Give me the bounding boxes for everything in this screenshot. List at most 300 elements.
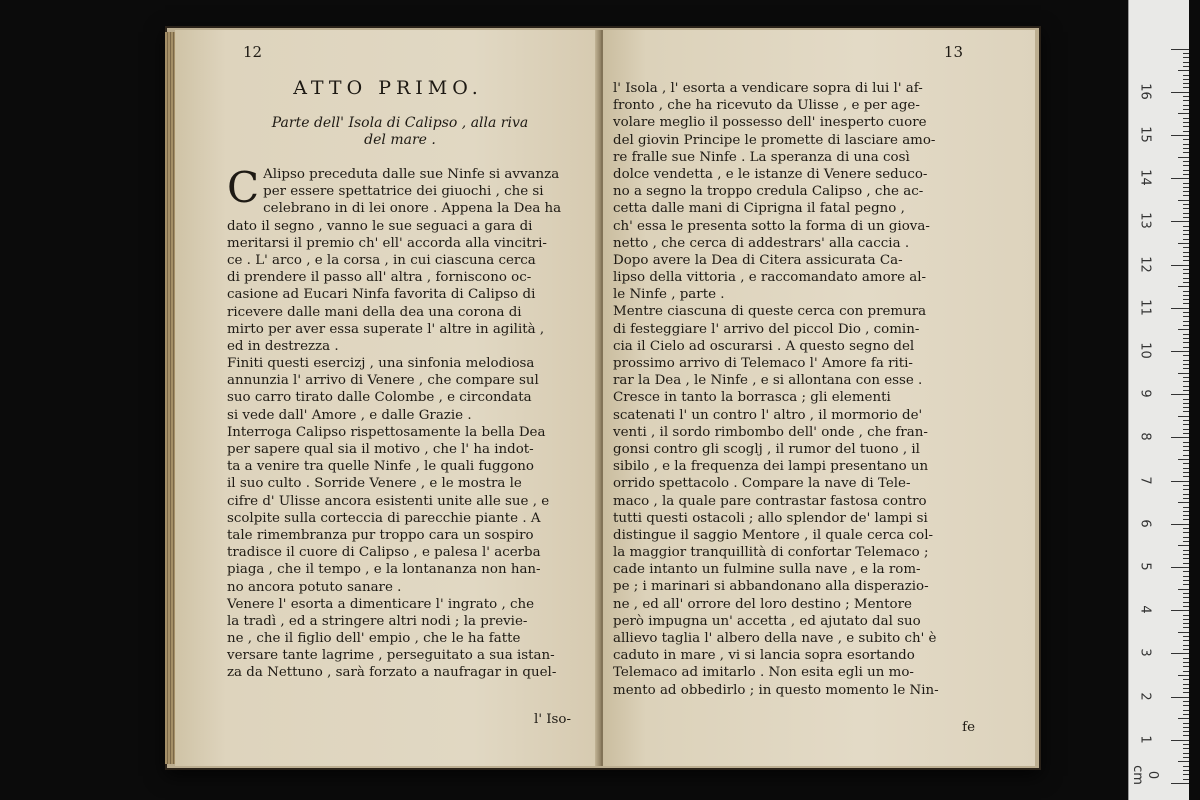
ruler-tick: [1183, 131, 1189, 132]
text-line-content: di festeggiare l' arrivo del piccol Dio , comin-: [613, 321, 920, 337]
ruler-tick: [1183, 744, 1189, 745]
ruler-number: 8: [1137, 432, 1153, 442]
ruler-tick: [1183, 640, 1189, 641]
text-line: [227, 579, 581, 596]
text-line-content: prossimo arrivo di Telemaco l' Amore fa riti-: [613, 356, 913, 371]
ruler-tick: [1183, 515, 1189, 516]
text-line-content: Mentre ciascuna di queste cerca con premura: [613, 304, 927, 320]
ruler-tick: [1183, 148, 1189, 149]
text-line: [613, 97, 975, 114]
ruler-tick: [1183, 658, 1189, 659]
ruler-tick: [1171, 221, 1189, 222]
ruler-tick: [1178, 286, 1189, 287]
text-line: [227, 630, 581, 647]
text-line-content: la maggior tranquillità di confortar Telemaco ;: [613, 545, 929, 561]
ruler-tick: [1178, 329, 1189, 330]
text-line: [613, 372, 975, 389]
ruler-tick: [1183, 278, 1189, 279]
ruler-tick: [1171, 394, 1189, 395]
text-line: [227, 424, 581, 441]
text-line: [613, 321, 975, 338]
ruler-tick: [1183, 183, 1189, 184]
text-line-content: lipso della vittoria , e raccomandato amore al-: [613, 270, 927, 286]
ruler-tick: [1183, 325, 1189, 326]
ruler-tick: [1183, 774, 1189, 775]
ruler-tick: [1183, 321, 1189, 322]
text-line: [613, 613, 975, 630]
scene-line: del mare .: [364, 132, 436, 149]
text-line: [227, 200, 581, 217]
text-line: [613, 578, 975, 595]
text-line: [613, 286, 975, 303]
text-line-content: Venere l' esorta a dimenticare l' ingrato , che: [227, 596, 535, 612]
text-line-content: mento ad obbedirlo ; in questo momento le Nin-: [613, 682, 939, 698]
ruler-number: 10: [1137, 342, 1153, 359]
text-line-content: annunzia l' arrivo di Venere , che compare sul: [227, 373, 539, 389]
ruler-tick: [1183, 191, 1189, 192]
ruler-number: 16: [1137, 83, 1153, 100]
text-line: [227, 493, 581, 510]
ruler-tick: [1178, 70, 1189, 71]
ruler-tick: [1178, 675, 1189, 676]
text-line: [227, 269, 581, 286]
text-line: [227, 441, 581, 458]
ruler-tick: [1183, 735, 1189, 736]
ruler-tick: [1183, 420, 1189, 421]
text-line: [227, 613, 581, 630]
ruler-tick: [1183, 554, 1189, 555]
ruler-tick: [1171, 351, 1189, 352]
ruler-number: 4: [1137, 605, 1153, 614]
text-line: [227, 407, 581, 424]
ruler-tick: [1178, 459, 1189, 460]
ruler-tick: [1183, 494, 1189, 495]
text-line: [227, 218, 581, 235]
ruler-tick: [1183, 282, 1189, 283]
ruler-tick: [1183, 593, 1189, 594]
ruler-tick: [1183, 342, 1189, 343]
ruler-tick: [1183, 174, 1189, 175]
ruler-number: 15: [1137, 126, 1153, 143]
text-line: [613, 630, 975, 647]
text-line-content: dolce vendetta , e le istanze di Venere seduco-: [613, 166, 928, 182]
ruler-tick: [1183, 433, 1189, 434]
right-page: [603, 30, 1035, 766]
ruler-tick: [1183, 684, 1189, 685]
left-page-number: 12: [243, 43, 263, 61]
text-line: [613, 664, 975, 681]
ruler-tick: [1183, 109, 1189, 110]
text-line: [613, 561, 975, 578]
ruler-tick: [1183, 195, 1189, 196]
text-line-content: allievo taglia l' albero della nave , e subito ch' è: [613, 631, 937, 646]
ruler-tick: [1183, 723, 1189, 724]
ruler-tick: [1171, 265, 1189, 266]
ruler-tick: [1183, 476, 1189, 477]
text-line-content: tradisce il cuore di Calipso , e palesa l' acerba: [227, 545, 541, 561]
ruler-tick: [1183, 386, 1189, 387]
text-line-content: celebrano in di lei onore . Appena la Dea ha: [263, 201, 562, 217]
text-line-content: no a segno la troppo credula Calipso , che ac-: [613, 184, 924, 200]
text-line-content: del giovin Principe le promette di lasciare amo-: [613, 132, 936, 148]
ruler-tick: [1183, 666, 1189, 667]
ruler-tick: [1183, 381, 1189, 382]
ruler-number: 6: [1137, 519, 1153, 528]
text-line-content: cetta dalle mani di Ciprigna il fatal pegno ,: [613, 201, 905, 217]
text-line-content: il suo culto . Sorride Venere , e le mostra le: [227, 476, 522, 492]
ruler-tick: [1183, 429, 1189, 430]
text-line: [227, 183, 581, 200]
ruler-tick: [1171, 178, 1189, 179]
ruler-tick: [1183, 291, 1189, 292]
ruler-tick: [1183, 62, 1189, 63]
measuring-ruler: [1128, 0, 1189, 800]
ruler-tick: [1183, 619, 1189, 620]
text-line: [227, 458, 581, 475]
text-line: [227, 596, 581, 613]
ruler-tick: [1183, 204, 1189, 205]
text-line-content: però impugna un' accetta , ed ajutato dal suo: [613, 613, 921, 629]
ruler-tick: [1183, 269, 1189, 270]
ruler-tick: [1171, 481, 1189, 482]
ruler-tick: [1183, 390, 1189, 391]
text-line-content: no ancora potuto sanare .: [227, 579, 402, 595]
ruler-number: 12: [1137, 255, 1153, 273]
text-line: [613, 389, 975, 406]
ruler-tick: [1183, 57, 1189, 58]
ruler-number: 9: [1137, 389, 1153, 398]
ruler-tick: [1183, 316, 1189, 317]
ruler-tick: [1183, 161, 1189, 162]
ruler-tick: [1183, 187, 1189, 188]
left-page: [175, 30, 601, 766]
ruler-tick: [1183, 377, 1189, 378]
ruler-number: 5: [1137, 562, 1153, 571]
ruler-tick: [1183, 139, 1189, 140]
ruler-tick: [1183, 485, 1189, 486]
text-line-content: cade intanto un fulmine sulla nave , e la rom-: [613, 562, 921, 578]
ruler-tick: [1183, 558, 1189, 559]
text-line: [613, 114, 975, 131]
ruler-tick: [1183, 748, 1189, 749]
text-line: [227, 321, 581, 338]
ruler-tick: [1171, 567, 1189, 568]
ruler-tick: [1183, 498, 1189, 499]
text-line: [227, 475, 581, 492]
ruler-tick: [1183, 692, 1189, 693]
text-line: [227, 338, 581, 355]
text-line-content: dato il segno , vanno le sue seguaci a gara di: [227, 218, 533, 234]
ruler-tick: [1183, 403, 1189, 404]
text-line: [613, 80, 975, 97]
ruler-tick: [1178, 373, 1189, 374]
ruler-tick: [1183, 623, 1189, 624]
drop-cap: C: [227, 163, 260, 212]
text-line: [613, 252, 975, 269]
text-line-content: netto , che cerca di addestrars' alla caccia .: [613, 235, 910, 251]
right-page-number: 13: [943, 43, 963, 61]
ruler-tick: [1178, 502, 1189, 503]
text-line-content: scatenati l' un contro l' altro , il mormorio de': [613, 407, 923, 423]
text-line: [227, 355, 581, 372]
text-line: [613, 303, 975, 320]
act-title: ATTO PRIMO.: [293, 77, 483, 99]
text-line-content: ch' essa le presenta sotto la forma di un giova-: [613, 218, 930, 234]
text-line: [227, 286, 581, 303]
ruler-tick: [1178, 416, 1189, 417]
ruler-tick: [1183, 615, 1189, 616]
ruler-tick: [1183, 519, 1189, 520]
ruler-tick: [1183, 532, 1189, 533]
text-line-content: gonsi contro gli scoglj , il rumor del tuono , il: [613, 441, 920, 457]
open-book: [165, 26, 1041, 770]
text-line-content: venti , il sordo rimbombo dell' onde , che fran-: [613, 424, 928, 440]
text-line: [227, 235, 581, 252]
text-line: [227, 252, 581, 269]
ruler-tick: [1178, 157, 1189, 158]
ruler-tick: [1183, 66, 1189, 67]
ruler-tick: [1183, 53, 1189, 54]
ruler-tick: [1171, 135, 1189, 136]
text-line-content: per sapere qual sia il motivo , che l' ha indot-: [227, 442, 534, 457]
ruler-tick: [1183, 252, 1189, 253]
text-line: [613, 475, 975, 492]
ruler-tick: [1183, 606, 1189, 607]
ruler-tick: [1183, 208, 1189, 209]
text-line: [613, 407, 975, 424]
ruler-tick: [1183, 701, 1189, 702]
text-line-content: per essere spettatrice dei giuochi , che si: [263, 184, 544, 200]
ruler-tick: [1183, 247, 1189, 248]
text-line-content: Interroga Calipso rispettosamente la bella Dea: [227, 424, 546, 440]
ruler-tick: [1183, 710, 1189, 711]
ruler-tick: [1183, 79, 1189, 80]
left-body-text: [227, 163, 581, 682]
ruler-tick: [1183, 170, 1189, 171]
ruler-tick: [1183, 230, 1189, 231]
ruler-tick: [1183, 234, 1189, 235]
ruler-tick: [1183, 671, 1189, 672]
ruler-tick: [1183, 256, 1189, 257]
ruler-tick: [1183, 550, 1189, 551]
ruler-tick: [1183, 407, 1189, 408]
text-line-content: Alipso preceduta dalle sue Ninfe si avvanza: [263, 167, 560, 182]
ruler-tick: [1171, 92, 1189, 93]
ruler-tick: [1183, 144, 1189, 145]
text-line-content: piaga , che il tempo , e la lontananza non han-: [227, 562, 541, 578]
text-line: [613, 424, 975, 441]
ruler-tick: [1183, 541, 1189, 542]
ruler-tick: [1183, 334, 1189, 335]
ruler-tick: [1183, 152, 1189, 153]
ruler-tick: [1171, 524, 1189, 525]
text-line: [613, 544, 975, 561]
ruler-tick: [1183, 511, 1189, 512]
ruler-tick: [1183, 602, 1189, 603]
text-line-content: ne , ed all' orrore del loro destino ; Mentore: [613, 596, 912, 612]
ruler-tick: [1183, 779, 1189, 780]
text-line-content: ed in destrezza .: [227, 338, 339, 354]
ruler-tick: [1183, 463, 1189, 464]
ruler-tick: [1183, 731, 1189, 732]
text-line: [613, 183, 975, 200]
text-line: [613, 458, 975, 475]
ruler-tick: [1171, 437, 1189, 438]
ruler-tick: [1183, 118, 1189, 119]
ruler-tick: [1183, 649, 1189, 650]
text-line: [613, 355, 975, 372]
ruler-tick: [1183, 537, 1189, 538]
text-line: [613, 493, 975, 510]
ruler-number: 13: [1137, 212, 1153, 230]
text-line-content: ne , che il figlio dell' empio , che le ha fatte: [227, 631, 521, 647]
ruler-tick: [1183, 597, 1189, 598]
text-line-content: la tradì , ed a stringere altri nodi ; la previe-: [227, 613, 528, 629]
text-line: [227, 510, 581, 527]
ruler-tick: [1183, 507, 1189, 508]
text-line-content: rar la Dea , le Ninfe , e si allontana con esse .: [613, 373, 923, 389]
text-line: [613, 200, 975, 217]
ruler-number: 1: [1137, 735, 1153, 744]
ruler-tick: [1183, 87, 1189, 88]
ruler-unit-label: 0 cm: [1130, 765, 1160, 785]
ruler-tick: [1183, 528, 1189, 529]
ruler-tick: [1183, 165, 1189, 166]
ruler-tick: [1183, 83, 1189, 84]
ruler-tick: [1183, 260, 1189, 261]
text-line-content: re fralle sue Ninfe . La speranza di una così: [613, 149, 910, 165]
text-line: [227, 544, 581, 561]
ruler-tick: [1183, 757, 1189, 758]
ruler-tick: [1183, 705, 1189, 706]
ruler-tick: [1183, 727, 1189, 728]
ruler-tick: [1171, 308, 1189, 309]
text-line: [613, 338, 975, 355]
text-line: [613, 527, 975, 544]
text-line-content: za da Nettuno , sarà forzato a naufragar in quel-: [227, 665, 557, 681]
text-line-content: pe ; i marinari si abbandonano alla disperazio-: [613, 579, 929, 595]
text-line: [613, 166, 975, 183]
ruler-tick: [1183, 347, 1189, 348]
text-line-content: Cresce in tanto la borrasca ; gli elementi: [613, 390, 891, 406]
ruler-tick: [1183, 355, 1189, 356]
text-line: [613, 235, 975, 252]
text-line-content: meritarsi il premio ch' ell' accorda alla vincitri-: [227, 235, 547, 251]
ruler-tick: [1183, 571, 1189, 572]
ruler-tick: [1183, 126, 1189, 127]
text-line: [227, 527, 581, 544]
text-line-content: le Ninfe , parte .: [613, 287, 725, 303]
ruler-tick: [1178, 200, 1189, 201]
ruler-tick: [1183, 213, 1189, 214]
ruler-tick: [1183, 688, 1189, 689]
text-line: [227, 304, 581, 321]
text-line: [613, 510, 975, 527]
ruler-tick: [1183, 766, 1189, 767]
ruler-number: 3: [1137, 648, 1153, 658]
text-line-content: si vede dall' Amore , e dalle Grazie .: [227, 407, 472, 423]
ruler-tick: [1183, 442, 1189, 443]
ruler-number: 2: [1137, 691, 1153, 701]
ruler-tick: [1183, 96, 1189, 97]
ruler-tick: [1183, 226, 1189, 227]
ruler-tick: [1183, 489, 1189, 490]
ruler-tick: [1183, 105, 1189, 106]
ruler-tick: [1183, 563, 1189, 564]
ruler-number: 14: [1137, 169, 1153, 186]
ruler-tick: [1178, 113, 1189, 114]
text-line: [613, 647, 975, 664]
text-line-content: maco , la quale pare contrastar fastosa contro: [613, 493, 927, 509]
text-line: [613, 682, 975, 699]
ruler-tick: [1183, 662, 1189, 663]
text-line-content: ta a venire tra quelle Ninfe , le quali fuggono: [227, 459, 534, 475]
ruler-tick: [1183, 295, 1189, 296]
text-line: [227, 389, 581, 406]
ruler-tick: [1171, 697, 1189, 698]
text-line-content: Finiti questi esercizj , una sinfonia melodiosa: [227, 356, 535, 372]
text-line-content: orrido spettacolo . Compare la nave di Tele-: [613, 476, 911, 492]
text-line-content: cifre d' Ulisse ancora esistenti unite alle sue , e: [227, 493, 550, 509]
ruler-tick: [1171, 783, 1189, 784]
ruler-tick: [1183, 450, 1189, 451]
text-line-content: cia il Cielo ad oscurarsi . A questo segno del: [613, 338, 915, 354]
ruler-tick: [1183, 364, 1189, 365]
ruler-tick: [1183, 75, 1189, 76]
text-line-content: versare tante lagrime , perseguitato a sua istan-: [227, 648, 555, 664]
text-line-content: tale rimembranza pur troppo cara un sospiro: [227, 527, 534, 543]
ruler-tick: [1183, 472, 1189, 473]
ruler-tick: [1183, 576, 1189, 577]
ruler-tick: [1178, 243, 1189, 244]
ruler-tick: [1183, 714, 1189, 715]
ruler-tick: [1171, 610, 1189, 611]
ruler-tick: [1183, 399, 1189, 400]
text-line-content: Dopo avere la Dea di Citera assicurata Ca-: [613, 252, 903, 268]
ruler-tick: [1183, 753, 1189, 754]
text-line-content: ce . L' arco , e la corsa , in cui ciascuna cerca: [227, 252, 536, 268]
text-line: [613, 596, 975, 613]
ruler-number: 7: [1137, 475, 1153, 485]
ruler-tick: [1183, 446, 1189, 447]
scene-heading: [235, 114, 565, 148]
ruler-tick: [1183, 360, 1189, 361]
text-line-content: Telemaco ad imitarlo . Non esita egli un mo-: [613, 665, 914, 681]
text-line: [227, 647, 581, 664]
ruler-tick: [1183, 770, 1189, 771]
ruler-tick: [1183, 455, 1189, 456]
ruler-tick: [1183, 411, 1189, 412]
ruler-number: 11: [1137, 299, 1153, 316]
ruler-tick: [1178, 632, 1189, 633]
scene-line: Parte dell' Isola di Calipso , alla riva: [271, 115, 529, 131]
ruler-tick: [1183, 217, 1189, 218]
right-body-text: [613, 80, 975, 699]
right-catchword: fe: [962, 719, 975, 735]
ruler-tick: [1178, 718, 1189, 719]
text-line: [613, 441, 975, 458]
ruler-tick: [1183, 368, 1189, 369]
text-line: [227, 561, 581, 578]
ruler-tick: [1178, 761, 1189, 762]
text-line-content: ricevere dalle mani della dea una corona di: [227, 304, 522, 320]
text-line-content: di prendere il passo all' altra , forniscono oc-: [227, 270, 532, 286]
text-line-content: l' Isola , l' esorta a vendicare sopra di lui l' af-: [613, 81, 923, 96]
text-line: [227, 372, 581, 389]
text-line-content: sibilo , e la frequenza dei lampi presentano un: [613, 459, 929, 475]
ruler-tick: [1171, 49, 1189, 50]
ruler-tick: [1183, 627, 1189, 628]
